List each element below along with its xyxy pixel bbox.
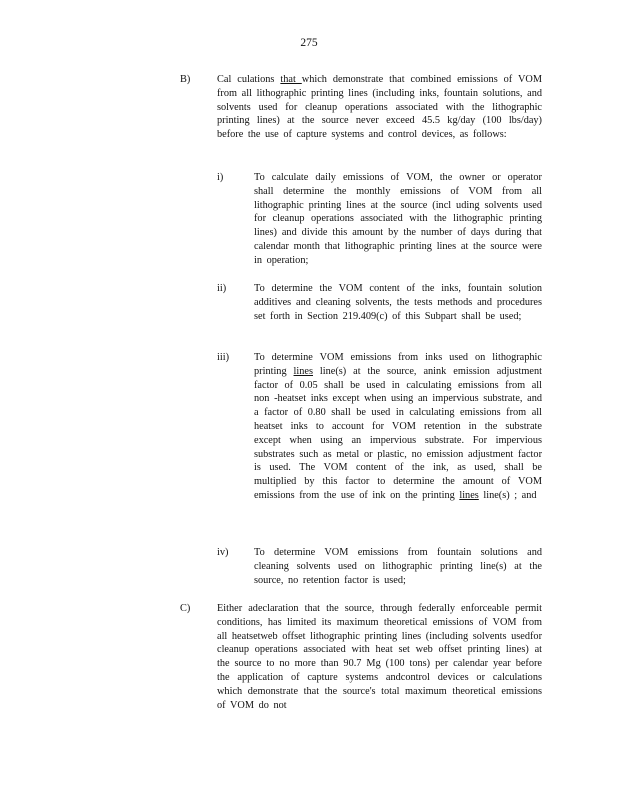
- item-b-i-text: To calculate daily emissions of VOM, the owner or operator shall determine the monthly emissions of VOM from all lithographic printing lines at the source (incl uding solvents used for cleanup operations associated with the lithographic printing lines) and divide this amount by the number of days during that calendar month that lithographic printing lines at the source were in operation;: [254, 172, 542, 266]
- item-b-iv-text: To determine VOM emissions from fountain solutions and cleaning solvents used on lithographic printing line(s) at the source, no retention factor is used;: [254, 547, 542, 586]
- item-b-iii-underlined-lines-1: lines: [293, 365, 313, 377]
- item-b-ii: [217, 282, 542, 323]
- paragraph-b-text: [217, 73, 542, 142]
- paragraph-b-text-start: Cal culations: [217, 74, 281, 85]
- paragraph-c-text: Either adeclaration that the source, through federally enforceable permit conditions, has limited its maximum theoretical emissions of VOM from all heatsetweb offset lithographic printing lines (including solvents usedfor cleanup operations associated with heat set web offset printing lines) at the source to no more than 90.7 Mg (100 tons) per calendar year before the application of capture systems andcontrol devices or calculations which demonstrate that the source's total maximum theoretical emissions of VOM do not: [217, 603, 542, 711]
- paragraph-b-text-rest: which demonstrate that combined emissions of VOM from all lithographic printing lines (including inks, fountain solutions, and solvents used for cleanup operations associated with the lithographic printing lines) at the source never exceed 45.5 kg/day (100 lbs/day) before the use of capture systems and control devices, as follows:: [217, 74, 543, 141]
- paragraph-b: [180, 73, 542, 142]
- page-number: 275: [300, 37, 318, 49]
- item-b-ii-text: To determine the VOM content of the inks, fountain solution additives and cleaning solvents, the tests methods and procedures set forth in Section 219.409(c) of this Subpart shall be used;: [254, 283, 542, 322]
- item-b-iii: [217, 351, 542, 503]
- item-b-iii-text-middle: line(s) at the source, anink emission adjustment factor of 0.05 shall be used in calculating emissions from all non -heatset inks except when using an impervious substrate, and a factor of 0.80 shall be used in calculating emissions from all heatset inks to account for VOM retention in the substrate except when using an impervious substrate. For impervious substrates such as metal or plastic, no emission adjustment factor is used. The VOM content of the ink, as used, shall be multiplied by this factor to determine the amount of VOM emissions from the use of ink on the printing: [254, 365, 542, 501]
- item-b-i: [217, 171, 542, 268]
- item-b-iii-text: [254, 351, 542, 503]
- item-b-iii-text-start: To determine VOM emissions from inks used on lithographic printing: [254, 352, 542, 377]
- paragraph-c: [180, 602, 542, 712]
- paragraph-b-underlined-word: that: [280, 74, 302, 85]
- item-b-i-label: i): [217, 172, 224, 183]
- item-b-iii-text-end: line(s) ; and: [478, 489, 537, 501]
- item-b-iv-label: iv): [217, 547, 229, 558]
- paragraph-b-label: B): [180, 74, 191, 85]
- item-b-iii-underlined-lines-2: lines: [459, 489, 479, 501]
- item-b-iv: [217, 546, 542, 587]
- paragraph-c-label: C): [180, 603, 191, 614]
- item-b-ii-label: ii): [217, 283, 227, 294]
- item-b-iii-label: iii): [217, 352, 230, 363]
